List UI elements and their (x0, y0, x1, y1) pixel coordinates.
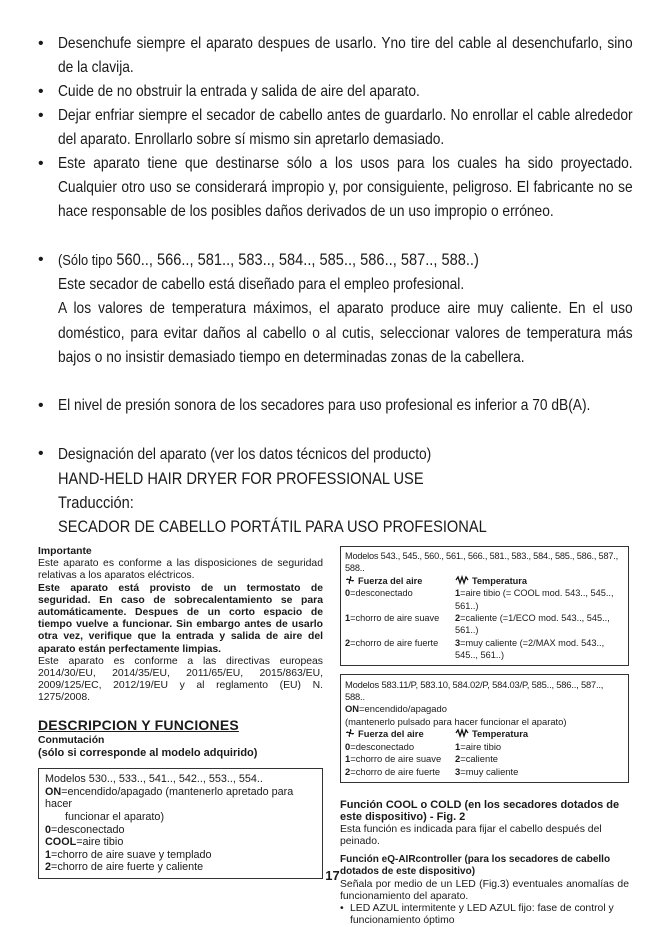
row-value: =caliente (460, 753, 499, 765)
row-key: 1 (455, 588, 461, 599)
eq-bullet (340, 903, 629, 927)
bullet-item (34, 80, 634, 104)
two-key: 2 (45, 861, 52, 874)
eq-bullet-text: LED AZUL intermitente y LED AZUL fijo: fase de control y funcionamiento óptimo (350, 902, 614, 927)
on-key: ON (345, 703, 360, 715)
thermostat-warning: Este aparato está provisto de un termostato de seguridad. En caso de sobrecalentamiento se para automáticamente. Despues de un corto espacio de tiempo vuelve a funcionar. Sin embargo antes de usarlo otra vez, verifique que la entrada y salida de aire del aparato están perfectamente limpias. (38, 582, 323, 655)
cool-row (45, 836, 316, 849)
cool-function-text: Esta función es indicada para fijar el cabello después del peinado. (340, 823, 602, 847)
table-row (345, 766, 624, 778)
bullet-dot: • (38, 251, 44, 268)
bullet-dot: • (340, 902, 344, 914)
row-key: 2 (455, 753, 461, 765)
table-row (345, 612, 624, 637)
bullet-text: Dejar enfriar siempre el secador de cabello antes de guardarlo. No enrollar el cable alrededor del aparato. Enrollarlo sobre sí mismo sin apretarlo demasiado. (58, 107, 633, 149)
bullet-text: Este aparato tiene que destinarse sólo a los usos para los cuales ha sido proyectado. Cualquier otro uso se considerará impropio y, por consiguiente, peligroso. El fabricante no se hace responsable de los posibles daños derivados de un uso impropio o erróneo. (58, 155, 633, 221)
box-header-row (345, 728, 624, 740)
section-title: DESCRIPCION Y FUNCIONES (38, 716, 239, 733)
bullet-item (34, 32, 634, 80)
zero-key: 0 (45, 823, 52, 836)
two-text: =chorro de aire fuerte y caliente (51, 861, 204, 874)
row-key: 2 (345, 765, 351, 777)
cool-function-title: Función COOL o COLD (en los secadores dotados de este dispositivo) - Fig. 2 (340, 798, 620, 824)
bullet-dot: • (38, 107, 44, 124)
models-box-530 (38, 768, 323, 879)
box-models: Modelos 530.., 533.., 541.., 542.., 553.., 554.. (45, 773, 263, 786)
airflow-header (345, 575, 455, 587)
directives-text: Este aparato es conforme a las directivas europeas 2014/30/EU, 2014/35/EU, 2011/65/EU, 2015/863/EU, 2009/125/EC, 2012/19/EU y al reglamento (EU) N. 1275/2008. (38, 655, 323, 704)
model-list: 560.., 566.., 581.., 583.., 584.., 585.., 586.., 587.., 588..) (116, 250, 479, 269)
temperature-header (455, 575, 624, 587)
bullet-item (34, 104, 634, 152)
designation-line: Designación del aparato (ver los datos técnicos del producto) (58, 446, 432, 463)
models-box-543 (340, 546, 629, 666)
row-value: =chorro de aire suave (350, 613, 440, 624)
on-row (45, 786, 316, 811)
row-value: =chorro de aire fuerte (350, 637, 439, 648)
airflow-label: Fuerza del aire (358, 728, 424, 740)
one-key: 1 (45, 848, 52, 861)
bullet-item (34, 394, 634, 442)
importante-title: Importante (38, 546, 92, 557)
temperature-label: Temperatura (472, 728, 529, 740)
row-key: 1 (345, 613, 351, 624)
professional-use-line: Este secador de cabello está diseñado para el empleo profesional. (58, 276, 465, 294)
row-key: 2 (455, 613, 461, 624)
bullet-text-block (58, 442, 633, 539)
airflow-header (345, 728, 455, 740)
row-value: =chorro de aire fuerte (350, 765, 441, 777)
temperature-label: Temperatura (472, 575, 527, 586)
on-text: =encendido/apagado (359, 703, 447, 715)
one-row (45, 849, 316, 862)
cool-key: COOL (45, 836, 77, 849)
row-key: 0 (345, 740, 351, 752)
table-row (345, 741, 624, 753)
row-key: 3 (455, 765, 461, 777)
bullet-item (34, 248, 634, 394)
bullet-text: El nivel de presión sonora de los secadores para uso profesional es inferior a 70 dB(A). (58, 397, 591, 414)
table-row (345, 587, 624, 612)
bullet-text: Cuide de no obstruir la entrada y salida de aire del aparato. (58, 83, 420, 100)
on-key: ON (45, 785, 62, 798)
on-row-cont: (mantenerlo pulsado para hacer funcionar el aparato) (345, 715, 567, 727)
models-box-583 (340, 674, 629, 783)
bullet-dot: • (38, 155, 44, 172)
designation-english: HAND-HELD HAIR DRYER FOR PROFESSIONAL USE (58, 469, 424, 488)
row-key: 1 (345, 753, 351, 765)
conmutacion-title: Conmutación (38, 734, 105, 746)
airflow-label: Fuerza del aire (358, 575, 423, 586)
row-value: =caliente (=1/ECO mod. 543.., 545.., 561..) (455, 613, 610, 636)
page-number: 17 (325, 868, 340, 883)
box-models: Modelos 543., 545., 560., 561., 566., 581., 583., 584., 585., 586., 587., 588.. (345, 551, 618, 574)
fan-icon (345, 728, 355, 738)
row-value: =desconectado (350, 588, 413, 599)
bullet-dot: • (38, 35, 44, 52)
cool-text: =aire tibio (76, 836, 124, 849)
row-value: =chorro de aire suave (350, 753, 442, 765)
bullet-dot: • (38, 83, 44, 100)
importante-text: Este aparato es conforme a las disposiciones de seguridad relativas a los aparatos eléctricos. (38, 558, 323, 582)
bullet-text: Desenchufe siempre el aparato despues de usarlo. Yno tire del cable al desenchufarlo, sino de la clavija. (58, 35, 633, 77)
on-row (345, 703, 624, 715)
eq-function-title: Función eQ-AIRcontroller (para los secadores de cabello dotados de este dispositivo) (340, 854, 611, 878)
bullet-item (34, 442, 634, 538)
row-key: 3 (455, 637, 461, 648)
temperature-warning: A los valores de temperatura máximos, el aparato produce aire muy caliente. En el uso doméstico, para evitar daños al cabello o al cutis, seleccionar valores de temperatura más bajos o no insistir demasiado tiempo en determinadas zonas de la cabellera. (58, 300, 633, 366)
bullet-dot: • (38, 445, 44, 462)
row-value: =muy caliente (460, 765, 519, 777)
bullet-item (34, 152, 634, 248)
bullet-dot: • (38, 397, 44, 414)
box-header-row (345, 575, 624, 587)
table-row (345, 637, 624, 662)
row-key: 2 (345, 637, 351, 648)
row-value: =muy caliente (=2/MAX mod. 543.., 545.., 561..) (455, 637, 605, 661)
temperature-header (455, 728, 624, 740)
designation-spanish: SECADOR DE CABELLO PORTÁTIL PARA USO PROFESIONAL (58, 517, 487, 536)
on-text: =encendido/apagado (mantenerlo apretado para hacer (45, 785, 294, 811)
one-text: =chorro de aire suave y templado (51, 848, 212, 861)
bullet-text-block (58, 248, 633, 370)
heat-wave-icon (455, 728, 469, 738)
table-row (345, 753, 624, 765)
row-value: =aire tibio (460, 740, 502, 752)
model-prefix: (Sólo tipo (58, 252, 113, 269)
box-models: Modelos 583.11/P, 583.10, 584.02/P, 584.03/P, 585.., 586.., 587.., 588.. (345, 678, 604, 703)
translation-label: Traducción: (58, 493, 134, 512)
conmutacion-subtitle: (sólo si corresponde al modelo adquirido) (38, 747, 258, 760)
row-key: 0 (345, 588, 351, 599)
eq-function-text: Señala por medio de un LED (Fig.3) eventuales anomalías de funcionamiento del aparato. (340, 878, 629, 902)
row-key: 1 (455, 740, 461, 752)
zero-row (45, 824, 316, 837)
safety-bullet-list (34, 32, 634, 538)
left-column (38, 546, 323, 879)
on-row-cont: funcionar el aparato) (65, 811, 165, 824)
fan-icon (345, 575, 355, 585)
row-value: =desconectado (350, 740, 415, 752)
heat-wave-icon (455, 575, 469, 585)
zero-text: =desconectado (51, 823, 125, 836)
row-value: =aire tibio (= COOL mod. 543.., 545.., 561..) (455, 588, 614, 611)
